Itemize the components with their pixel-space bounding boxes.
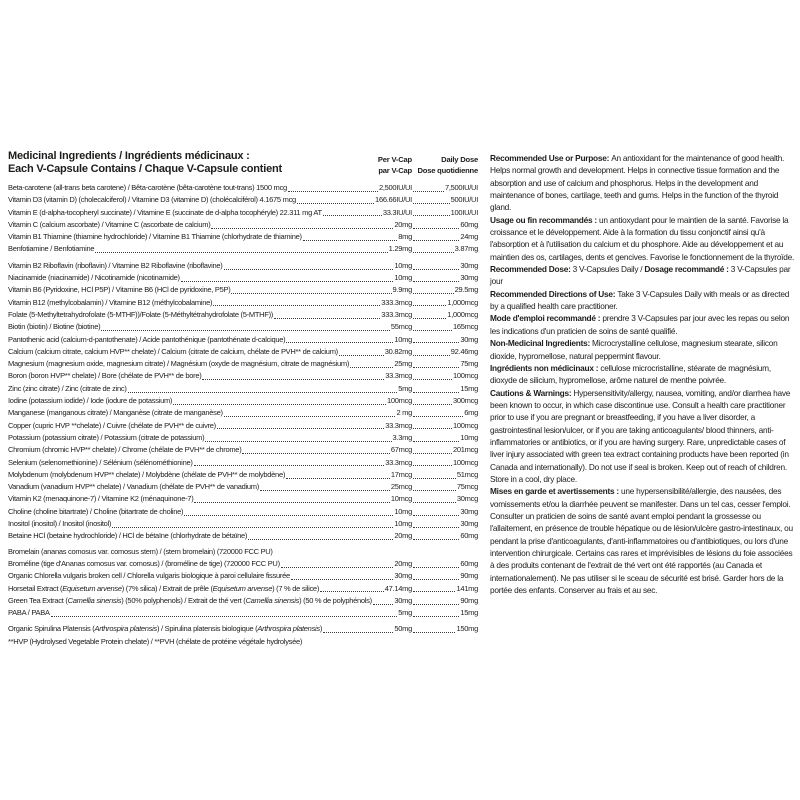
ingredient-row [8, 595, 478, 607]
usage-paragraph: Mode d'emploi recommandé : prendre 3 V-Capsules par jour avec les repas ou selon les indications d'un praticien de soins de santé qualifié. [490, 313, 790, 336]
ingredient-row [8, 607, 478, 619]
ingredient-row [8, 358, 478, 370]
ingredient-row [8, 518, 478, 530]
ingredient-name: Inositol (inositol) / Inositol (inositol) [8, 519, 112, 529]
leader-dots [413, 457, 452, 467]
leader-dots [224, 407, 396, 417]
per-vcap-value: 30.82mg [384, 346, 412, 356]
ingredient-name: Horsetail Extract (Equisetum arvense) (7% silica) / Extrait de prêle (Equisetum arvense) (7 % de silice) [8, 583, 320, 593]
usage-paragraph: Cautions & Warnings: Hypersensitivity/allergy, nausea, vomiting, and/or diarrhea have been known to occur, in which case discontinue use. Consult a health care practitioner prior to use if you are pregnant or breastfeeding, if you have a liver disorder, a gastrointestinal lesion/ulcer, or if you are taking anticoagulants/ blood thinners, anti-inflammatories or antibiotics, or if you are having surgery. Rare, unpredictable cases of liver injury associated with green tea extract containing products have been reported (in Canada and internationally). Do not use if seal is broken. Keep out of reach of children. Store in a cool, dry place. [490, 387, 791, 484]
per-vcap-value: 10mg [394, 273, 412, 283]
ingredient-name: Manganese (manganous citrate) / Manganèse (citrate de manganèse) [8, 408, 223, 418]
usage-paragraph: Mises en garde et avertissements : une hypersensibilité/allergie, des nausées, des vomissements et/ou la diarrhée peuvent se manifester. Dans un tel cas, cesser l'emploi. Consulter un praticien de soins de santé avant emploi pendant la grossesse ou l'allaitement, en présence de trouble hépatique ou de lésion/ulcère gastro-intestinaux, ou pendant la prise d'anticoagulants, d'anti-inflammatoires ou d'antibiotiques, ou lors d'une intervention chirurgicale. Certains cas rares et imprévisibles de lésions du foie associées à des produits contenant de l'extrait de thé vert ont été rapportés (au Canada et internationalement). Ne pas utiliser si le sceau de sécurité est brisé. Garder hors de la portée des enfants. Conserver au frais et au sec. [490, 486, 793, 596]
ingredient-row [8, 481, 478, 493]
ingredient-name: Potassium (potassium citrate) / Potassium (citrate de potassium) [8, 432, 205, 442]
leader-dots [101, 321, 390, 331]
per-vcap-value: 25mcg [390, 482, 412, 492]
per-vcap-value: 2 mg [396, 408, 412, 418]
leader-dots [231, 284, 391, 294]
ingredient-row [8, 321, 478, 333]
leader-dots [184, 506, 393, 516]
leader-dots [413, 358, 459, 368]
ingredient-name: Broméline (tige d'Ananas comosus var. comosus) / (broméline de tige) (720000 FCC PU) [8, 558, 280, 568]
per-vcap-value: 1.29mg [388, 244, 412, 254]
leader-dots [413, 506, 459, 516]
daily-dose-value: 90mg [460, 595, 478, 605]
per-vcap-value: 67mcg [390, 445, 412, 455]
daily-dose-value: 75mg [460, 359, 478, 369]
ingredient-row [8, 272, 478, 284]
ingredient-row [8, 346, 478, 358]
per-vcap-value: 9.9mg [392, 285, 412, 295]
ingredient-name: Vanadium (vanadium HVP** chelate) / Vanadium (chélate de PVH** de vanadium) [8, 482, 259, 492]
leader-dots [350, 358, 393, 368]
ingredient-name: Boron (boron HVP** chelate) / Bore (chélate de PVH** de bore) [8, 371, 202, 381]
daily-dose-value: 30mg [460, 334, 478, 344]
daily-dose-value: 100mcg [452, 371, 478, 381]
per-vcap-value: 333.3mcg [381, 297, 412, 307]
leader-dots [224, 260, 394, 270]
ingredient-name: Selenium (selenomethionine) / Sélénium (sélénométhionine) [8, 457, 193, 467]
per-vcap-column-header [352, 155, 412, 176]
leader-dots [413, 207, 450, 217]
panel-title [8, 150, 352, 176]
leader-dots [413, 260, 459, 270]
leader-dots [291, 570, 393, 580]
leader-dots [413, 370, 452, 380]
daily-dose-value: 300mcg [452, 396, 478, 406]
ingredient-row [8, 334, 478, 346]
ingredient-row [8, 284, 478, 296]
ingredient-row [8, 444, 478, 456]
ingredient-name: Vitamin C (calcium ascorbate) / Vitamine C (ascorbate de calcium) [8, 219, 211, 229]
per-vcap-value: 17mcg [390, 469, 412, 479]
ingredient-name: Betaine HCl (betaine hydrochloride) / HCl de bétaïne (chlorhydrate de bétaïne) [8, 531, 248, 541]
per-vcap-value: 25mg [394, 359, 412, 369]
leader-dots [242, 444, 389, 454]
leader-dots [413, 420, 452, 430]
leader-dots [413, 469, 456, 479]
per-vcap-value: 5mg [398, 383, 412, 393]
daily-dose-value: 500IU/UI [450, 195, 478, 205]
ingredient-row [8, 530, 478, 542]
leader-dots [112, 518, 393, 528]
per-vcap-value: 20mg [394, 531, 412, 541]
leader-dots [413, 334, 459, 344]
ingredient-row [8, 432, 478, 444]
per-vcap-value: 20mg [394, 558, 412, 568]
per-vcap-value: 20mg [394, 219, 412, 229]
ingredient-name: Choline (choline bitartrate) / Choline (bitartrate de choline) [8, 506, 184, 516]
ingredient-row [8, 260, 478, 272]
leader-dots [248, 530, 393, 540]
per-vcap-value: 3.3mg [392, 432, 412, 442]
medicinal-ingredients-panel [8, 150, 478, 648]
daily-dose-value: 6mg [464, 408, 478, 418]
leader-dots [413, 243, 454, 253]
leader-dots [413, 383, 459, 393]
leader-dots [260, 481, 390, 491]
ingredient-row [8, 570, 478, 582]
ingredient-row [8, 407, 478, 419]
daily-dose-value: 100mcg [452, 457, 478, 467]
ingredient-row [8, 207, 478, 219]
per-vcap-value: 2,500IU/UI [378, 183, 412, 192]
leader-dots [413, 623, 455, 633]
ingredient-name: Benfotiamine / Benfotiamine [8, 244, 95, 254]
ingredient-row [8, 469, 478, 481]
ingredient-row [8, 493, 478, 505]
ingredient-name: Vitamin B2 Riboflavin (riboflavin) / Vitamine B2 Riboflavine (riboflavine) [8, 260, 223, 270]
leader-dots [339, 346, 384, 356]
ingredient-row [8, 395, 478, 407]
ingredient-row [8, 219, 478, 231]
usage-paragraph: Usage ou fin recommandés : un antioxydant pour le maintien de la santé. Favorise la croissance et le développement. Aide à la formation du tissu conjonctif ainsi qu'à l'absorption et à l'utilisation du calcium et du phosphore. Aide au développement et au maintien des os, cartilages, dents et gencives. Favorise le fonctionnement de la thyroïde. [490, 214, 795, 262]
per-vcap-value: 33.3mcg [385, 457, 412, 467]
ingredient-row [8, 558, 478, 570]
daily-dose-column-header [412, 155, 478, 176]
per-vcap-value: 30mg [394, 571, 412, 581]
daily-dose-value: 75mcg [456, 482, 478, 492]
ingredient-name: Pantothenic acid (calcium-d-pantothenate) / Acide pantothénique (pantothénate d-calcique) [8, 334, 286, 344]
ingredient-row [8, 546, 478, 558]
leader-dots [202, 370, 384, 380]
leader-dots [320, 583, 384, 593]
leader-dots [413, 297, 446, 307]
leader-dots [128, 383, 398, 393]
leader-dots [323, 623, 393, 633]
panel-title-line2: Each V-Capsule Contains / Chaque V-Capsule contient [8, 163, 283, 175]
daily-dose-value: 30mg [460, 260, 478, 270]
per-vcap-value: 10mcg [390, 494, 412, 504]
daily-dose-value: 3.87mg [454, 244, 478, 254]
daily-dose-value: 201mcg [452, 445, 478, 455]
ingredient-name: Vitamin E (d-alpha-tocopheryl succinate) / Vitamine E (succinate de d-alpha tocophéryle) 22.311 mg AT [8, 207, 322, 217]
leader-dots [173, 395, 386, 405]
per-vcap-value: 10mg [394, 506, 412, 516]
leader-dots [413, 272, 459, 282]
leader-dots [413, 481, 456, 491]
leader-dots [373, 595, 393, 605]
ingredient-name: Vitamin B1 Thiamine (thiamine hydrochloride) / Vitamine B1 Thiamine (chlorhydrate de thiamine) [8, 232, 302, 242]
ingredient-name: Green Tea Extract (Camellia sinensis) (50% polyphenols) / Extrait de thé vert (Camellia sinensis) (50 % de polyphénols) [8, 595, 372, 605]
ingredient-name: Vitamin K2 (menaquinone-7) / Vitamine K2 (ménaquinone-7) [8, 494, 194, 504]
daily-dose-value: 15mg [460, 608, 478, 618]
per-vcap-value: 47.14mg [384, 583, 412, 593]
per-vcap-header-en: Per V-Cap [377, 155, 412, 164]
leader-dots [323, 207, 382, 217]
per-vcap-value: 55mcg [390, 322, 412, 332]
daily-dose-value: 90mg [460, 571, 478, 581]
leader-dots [413, 432, 459, 442]
daily-dose-value: 10mg [460, 432, 478, 442]
ingredient-row [8, 243, 478, 255]
usage-paragraphs [490, 152, 796, 596]
per-vcap-value: 10mg [394, 519, 412, 529]
per-vcap-value: 30mg [394, 595, 412, 605]
usage-paragraph: Recommended Dose: 3 V-Capsules Daily / Dosage recommandé : 3 V-Capsules par jour [490, 264, 791, 287]
leader-dots [413, 231, 459, 241]
ingredient-name: Chromium (chromic HVP** chelate) / Chrome (chélate de PVH** de chrome) [8, 445, 242, 455]
leader-dots [95, 243, 387, 253]
leader-dots [286, 469, 390, 479]
ingredient-rows [8, 182, 478, 648]
leader-dots [413, 595, 459, 605]
daily-dose-value: 24mg [460, 232, 478, 242]
ingredient-name: Zinc (zinc citrate) / Zinc (citrate de zinc) [8, 383, 127, 393]
usage-paragraph: Recommended Directions of Use: Take 3 V-Capsules Daily with meals or as directed by a qualified health care practitioner. [490, 288, 790, 312]
leader-dots [281, 558, 394, 568]
ingredient-row [8, 420, 478, 432]
leader-dots [413, 607, 459, 617]
daily-dose-value: 165mcg [452, 322, 478, 332]
daily-dose-value: 150mg [456, 624, 478, 634]
daily-dose-value: 100mcg [452, 420, 478, 430]
daily-dose-header-fr: Dose quotidienne [417, 165, 478, 175]
ingredient-name: Copper (cupric HVP **chelate) / Cuivre (chélate de PVH** de cuivre) [8, 420, 216, 430]
daily-dose-value: 51mcg [456, 469, 478, 479]
leader-dots [413, 570, 459, 580]
per-vcap-value: 100mcg [386, 396, 412, 406]
daily-dose-value: 30mg [460, 519, 478, 529]
daily-dose-value: 141mg [456, 583, 478, 593]
daily-dose-value: 100IU/UI [450, 207, 478, 217]
per-vcap-value: 33.3mcg [385, 371, 412, 381]
daily-dose-value: 30mg [460, 273, 478, 283]
daily-dose-value: 1,000mcg [447, 297, 478, 307]
ingredient-row [8, 623, 478, 635]
per-vcap-value: 50mg [394, 624, 412, 634]
per-vcap-value: 166.66IU/UI [375, 195, 412, 205]
per-vcap-value: 333.3mcg [381, 309, 412, 319]
daily-dose-value: 29.5mg [454, 285, 478, 295]
ingredient-row [8, 182, 478, 194]
ingredients-table-header [8, 150, 478, 176]
ingredient-name: Vitamin D3 (vitamin D) (cholecalciferol) / Vitamine D3 (vitamine D) (cholécalciférol) 4.1675 mcg [8, 195, 296, 205]
ingredient-row [8, 457, 478, 469]
usage-paragraph: Ingrédients non médicinaux : cellulose microcristalline, stéarate de magnésium, dioxyde de silicium, hypromellose, arôme naturel de menthe poivrée. [490, 362, 771, 386]
leader-dots [413, 395, 452, 405]
ingredient-name: Biotin (biotin) / Biotine (biotine) [8, 322, 101, 332]
leader-dots [205, 432, 391, 442]
leader-dots [297, 194, 374, 204]
leader-dots [413, 583, 455, 593]
daily-dose-value: 92.46mg [450, 346, 478, 356]
leader-dots [181, 272, 394, 282]
leader-dots [413, 182, 444, 192]
ingredient-name: Organic Chlorella vulgaris broken cell / Chlorella vulgaris biologique à paroi cellulaire fissurée [8, 571, 290, 581]
leader-dots [413, 194, 450, 204]
ingredient-name: Magnesium (magnesium oxide, magnesium citrate) / Magnésium (oxyde de magnésium, citrate de magnésium) [8, 359, 350, 369]
ingredient-name: Vitamin B6 (Pyridoxine, HCl P5P) / Vitamine B6 (HCl de pyridoxine, P5P) [8, 285, 231, 295]
leader-dots [288, 182, 378, 192]
leader-dots [194, 457, 385, 467]
per-vcap-value: 10mg [394, 260, 412, 270]
ingredient-row [8, 370, 478, 382]
leader-dots [413, 493, 456, 503]
leader-dots [303, 231, 398, 241]
leader-dots [217, 420, 384, 430]
ingredient-row [8, 583, 478, 595]
daily-dose-header-en: Daily Dose [441, 155, 478, 164]
ingredient-name: Folate (5-Methyltetrahydrofolate (5-MTHF))/Folate (5-Méthyltétrahydrofolate (5-MTHF)) [8, 309, 274, 319]
ingredient-name: Iodine (potassium iodide) / Iode (iodure de potassium) [8, 396, 173, 406]
leader-dots [211, 219, 393, 229]
per-vcap-value: 8mg [398, 232, 412, 242]
panel-title-line1: Medicinal Ingredients / Ingrédients médicinaux : [8, 150, 250, 162]
leader-dots [286, 334, 393, 344]
ingredient-row [8, 231, 478, 243]
ingredient-name: **HVP (Hydrolysed Vegetable Protein chelate) / **PVH (chélate de protéine végétale hydrolysée) [8, 636, 303, 646]
daily-dose-value: 30mcg [456, 494, 478, 504]
leader-dots [413, 309, 446, 319]
daily-dose-value: 1,000mcg [447, 309, 478, 319]
ingredient-name: Calcium (calcium citrate, calcium HVP** chelate) / Calcium (citrate de calcium, chélate de PVH** de calcium) [8, 346, 338, 356]
ingredient-name: PABA / PABA [8, 608, 50, 618]
daily-dose-value: 60mg [460, 531, 478, 541]
daily-dose-value: 7,500IU/UI [444, 183, 478, 192]
daily-dose-value: 60mg [460, 558, 478, 568]
leader-dots [413, 518, 459, 528]
ingredient-row [8, 383, 478, 395]
ingredient-name: Beta-carotene (all-trans beta carotene) / Bêta-carotène (bêta-carotène tout-trans) 1500 mcg [8, 183, 287, 192]
leader-dots [413, 321, 452, 331]
leader-dots [413, 558, 459, 568]
ingredient-row [8, 309, 478, 321]
ingredient-row [8, 194, 478, 206]
usage-paragraph: Non-Medicinal Ingredients: Microcrystalline cellulose, magnesium stearate, silicon dioxide, hypromellose, natural peppermint flavour. [490, 338, 778, 361]
leader-dots [413, 444, 452, 454]
daily-dose-value: 60mg [460, 219, 478, 229]
per-vcap-value: 33.3IU/UI [382, 207, 412, 217]
usage-paragraph: Recommended Use or Purpose: An antioxidant for the maintenance of good health. Helps normal growth and development. Helps in connective tissue formation and the absorption and use of calcium and phosphorus. Helps in the development and maintenance of bones, cartilage, teeth and gums. Helps in the function of the thyroid gland. [490, 153, 785, 213]
leader-dots [413, 407, 463, 417]
leader-dots [413, 284, 454, 294]
daily-dose-value: 30mg [460, 506, 478, 516]
leader-dots [51, 607, 398, 617]
leader-dots [413, 530, 459, 540]
ingredient-row [8, 506, 478, 518]
ingredient-name: Organic Spirulina Platensis (Arthrospira platensis) / Spirulina platensis biologique (Arthrospira platensis) [8, 624, 323, 634]
leader-dots [274, 309, 380, 319]
per-vcap-value: 5mg [398, 608, 412, 618]
ingredient-name: Niacinamide (niacinamide) / Nicotinamide (nicotinamide) [8, 273, 180, 283]
ingredient-name: Vitamin B12 (methylcobalamin) / Vitamine B12 (méthylcobalamine) [8, 297, 213, 307]
ingredient-row [8, 636, 478, 648]
ingredient-name: Molybdenum (molybdenum HVP** chelate) / Molybdène (chélate de PVH** de molybdène) [8, 469, 286, 479]
ingredient-name: Bromelain (ananas comosus var. comosus stem) / (stem bromelain) (720000 FCC PU) [8, 546, 273, 556]
leader-dots [413, 219, 459, 229]
per-vcap-value: 10mg [394, 334, 412, 344]
leader-dots [213, 297, 380, 307]
per-vcap-value: 33.3mcg [385, 420, 412, 430]
per-vcap-header-fr: par V-Cap [378, 165, 412, 175]
ingredient-row [8, 297, 478, 309]
leader-dots [413, 346, 450, 356]
daily-dose-value: 15mg [460, 383, 478, 393]
leader-dots [194, 493, 389, 503]
